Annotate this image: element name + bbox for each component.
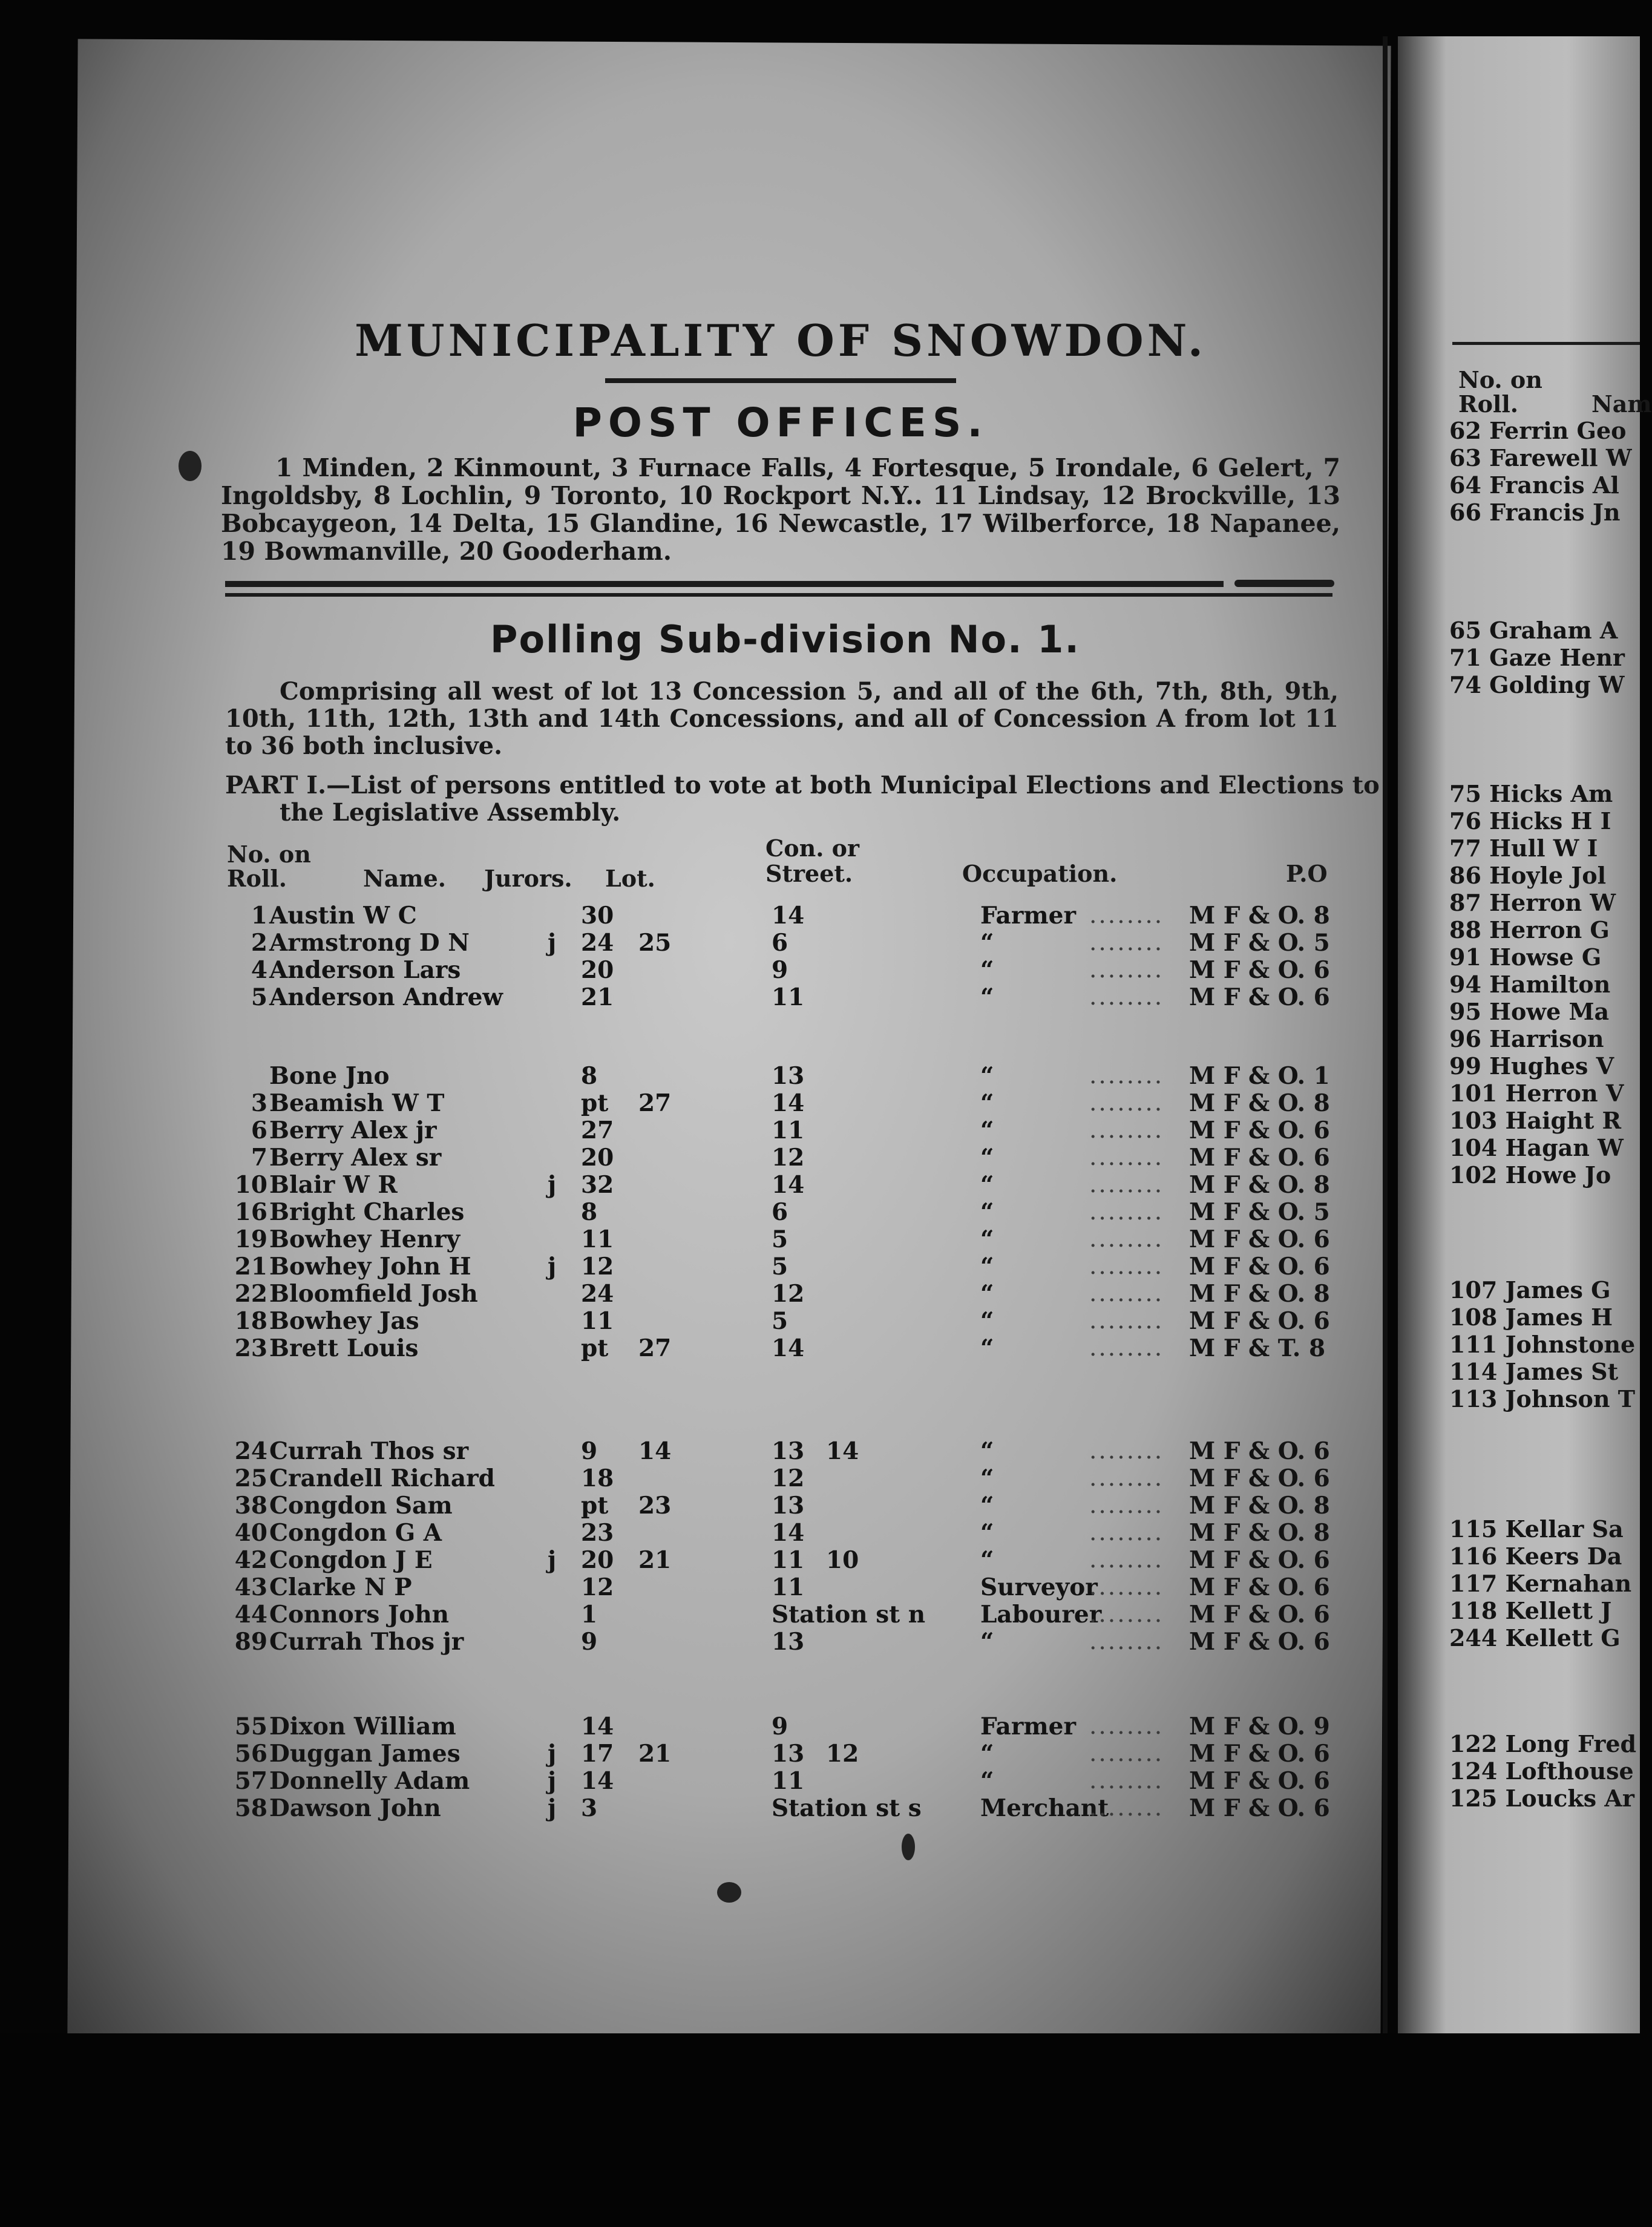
cell-jur: j (548, 1171, 557, 1199)
header-name: Name. (363, 865, 446, 892)
cell-con: 14 (772, 1089, 805, 1117)
leader-dots: ........ (1089, 1253, 1164, 1280)
cell-no: 25 (234, 1464, 267, 1492)
cell-no: 55 (234, 1713, 267, 1740)
cell-no: 19 (234, 1225, 267, 1253)
cell-lot: 12 (581, 1573, 614, 1601)
cell-lot: pt (581, 1089, 609, 1117)
cell-po: M F & O. 8 (1189, 1171, 1330, 1199)
post-offices-list: 1 Minden, 2 Kinmount, 3 Furnace Falls, 4 Fortesque, 5 Irondale, 6 Gelert, 7 Ingoldsby, 8 Lochlin, 9 Toronto, 10 Rockport N.Y.. 11 Lindsay, 12 Brockville, 13 Bobcaygeon, 14 Delta, 15 Glandine, 16 Newcastle, 17 Wilberforce, 18 Napanee, 19 Bowmanville, 20 Gooderham. (221, 453, 1340, 566)
cell-lot2: 23 (638, 1492, 672, 1520)
cell-occ: Labourer (980, 1601, 1102, 1628)
header-con-or: Con. or (765, 835, 860, 862)
header-no-on: No. on (227, 841, 311, 868)
cell-con: 14 (772, 1171, 805, 1199)
cell-con: 13 (772, 1437, 805, 1465)
cell-lot: 9 (581, 1437, 598, 1465)
leader-dots: ........ (1089, 956, 1164, 983)
cell-no: 2 (251, 929, 267, 957)
header-jurors: Jurors. (484, 865, 572, 892)
cell-con: 13 (772, 1628, 805, 1656)
cell-no: 38 (234, 1492, 267, 1520)
cell-con: 11 (772, 1546, 805, 1574)
cell-lot: 24 (581, 929, 614, 957)
leader-dots: ........ (1089, 1307, 1164, 1334)
leader-dots: ........ (1089, 1089, 1164, 1117)
post-offices-title: POST OFFICES. (572, 399, 989, 446)
scan-blot (902, 1834, 915, 1860)
cell-po: M F & O. 6 (1189, 1253, 1330, 1281)
cell-no: 43 (234, 1573, 267, 1601)
cell-jur: j (548, 1794, 557, 1822)
table-row (0, 1089, 1640, 1116)
leader-dots: ........ (1089, 1464, 1164, 1492)
cell-occ: “ (980, 1437, 994, 1465)
cell-name: Anderson Andrew (269, 983, 503, 1011)
adjacent-row: 96 Harrison (1449, 1025, 1604, 1052)
table-row (0, 1198, 1640, 1225)
cell-occ: “ (980, 1144, 994, 1172)
cell-po: M F & O. 6 (1189, 956, 1330, 984)
table-row (0, 1307, 1640, 1334)
table-row (0, 1713, 1640, 1739)
cell-name: Connors John (269, 1601, 450, 1628)
cell-lot: 18 (581, 1464, 614, 1492)
table-row (0, 929, 1640, 956)
leader-dots: ........ (1089, 1062, 1164, 1089)
adjacent-row: 111 Johnstone (1449, 1331, 1636, 1358)
table-row (0, 1253, 1640, 1279)
cell-occ: “ (980, 1628, 994, 1656)
cell-name: Currah Thos sr (269, 1437, 469, 1465)
cell-lot: 9 (581, 1628, 598, 1656)
table-row (0, 1437, 1640, 1464)
cell-lot2: 27 (638, 1334, 672, 1362)
cell-lot: 12 (581, 1253, 614, 1281)
cell-no: 4 (251, 956, 267, 984)
adjacent-row: 86 Hoyle Jol (1449, 862, 1607, 889)
leader-dots: ........ (1089, 1794, 1164, 1822)
cell-con: 14 (772, 1519, 805, 1547)
cell-lot: 8 (581, 1062, 598, 1090)
adjacent-row: 99 Hughes V (1449, 1052, 1614, 1080)
cell-lot: 14 (581, 1713, 614, 1740)
cell-no: 5 (251, 983, 267, 1011)
cell-po: M F & O. 6 (1189, 1117, 1330, 1144)
cell-con: 5 (772, 1253, 788, 1281)
table-row (0, 1767, 1640, 1794)
adjacent-row: 107 James G (1449, 1276, 1611, 1304)
cell-con: 12 (772, 1280, 805, 1308)
cell-occ: “ (980, 956, 994, 984)
cell-no: 10 (234, 1171, 267, 1199)
leader-dots: ........ (1089, 1117, 1164, 1144)
cell-po: M F & O. 1 (1189, 1062, 1330, 1090)
adjacent-row: 122 Long Fred (1449, 1730, 1637, 1757)
cell-occ: Merchant (980, 1794, 1109, 1822)
cell-no: 6 (251, 1117, 267, 1144)
leader-dots: ........ (1089, 1280, 1164, 1307)
adjacent-row: 125 Loucks Ar (1449, 1785, 1634, 1812)
cell-con2: 14 (826, 1437, 859, 1465)
cell-lot: 3 (581, 1794, 598, 1822)
cell-name: Blair W R (269, 1171, 398, 1199)
table-row (0, 1573, 1640, 1600)
cell-name: Clarke N P (269, 1573, 412, 1601)
cell-name: Bloomfield Josh (269, 1280, 478, 1308)
cell-no: 18 (234, 1307, 267, 1335)
cell-con: 11 (772, 1117, 805, 1144)
part-heading: PART I.—List of persons entitled to vote at both Municipal Elections and Elections to the Legislative Assembly. (225, 771, 1380, 827)
cell-name: Bowhey John H (269, 1253, 471, 1281)
cell-po: M F & O. 8 (1189, 1492, 1330, 1520)
table-row (0, 1225, 1640, 1252)
section-rule-thin (225, 593, 1332, 597)
cell-name: Berry Alex sr (269, 1144, 442, 1172)
cell-name: Dixon William (269, 1713, 456, 1740)
cell-con: 13 (772, 1740, 805, 1768)
cell-con: 9 (772, 956, 788, 984)
cell-occ: Farmer (980, 902, 1076, 930)
leader-dots: ........ (1089, 1334, 1164, 1362)
cell-lot: 20 (581, 1546, 614, 1574)
cell-occ: “ (980, 1307, 994, 1335)
adjacent-header-name: Nam (1591, 390, 1652, 418)
leader-dots: ........ (1089, 929, 1164, 956)
cell-no: 44 (234, 1601, 267, 1628)
cell-name: Duggan James (269, 1740, 461, 1768)
cell-no: 56 (234, 1740, 267, 1768)
cell-no: 3 (251, 1089, 267, 1117)
cell-po: M F & O. 6 (1189, 1144, 1330, 1172)
cell-lot: 8 (581, 1198, 598, 1226)
adjacent-row: 66 Francis Jn (1449, 499, 1621, 526)
cell-occ: “ (980, 1117, 994, 1144)
table-row (0, 1062, 1640, 1089)
cell-name: Bowhey Henry (269, 1225, 461, 1253)
cell-no: 42 (234, 1546, 267, 1574)
polling-subdivision-title: Polling Sub-division No. 1. (490, 617, 1080, 661)
table-row (0, 1519, 1640, 1546)
cell-lot: 23 (581, 1519, 614, 1547)
cell-no: 16 (234, 1198, 267, 1226)
cell-no: 24 (234, 1437, 267, 1465)
cell-con: 5 (772, 1307, 788, 1335)
adjacent-row: 87 Herron W (1449, 889, 1616, 916)
header-po: P.O (1286, 860, 1328, 887)
cell-con: 13 (772, 1062, 805, 1090)
table-row (0, 1117, 1640, 1143)
leader-dots: ........ (1089, 1601, 1164, 1628)
table-row (0, 1601, 1640, 1627)
subdivision-description: Comprising all west of lot 13 Concession 5, and all of the 6th, 7th, 8th, 9th, 10th, 11th, 12th, 13th and 14th Concessions, and all of Concession A from lot 11 to 36 both inclusive. (225, 677, 1339, 760)
table-row (0, 1464, 1640, 1491)
cell-name: Berry Alex jr (269, 1117, 437, 1144)
cell-con: 14 (772, 902, 805, 930)
adjacent-rule (1452, 342, 1640, 345)
cell-no: 7 (251, 1144, 267, 1172)
cell-no: 1 (251, 902, 267, 930)
cell-po: M F & O. 6 (1189, 1628, 1330, 1656)
cell-no: 23 (234, 1334, 267, 1362)
cell-name: Bowhey Jas (269, 1307, 419, 1335)
leader-dots: ........ (1089, 1713, 1164, 1740)
cell-occ: “ (980, 1089, 994, 1117)
cell-name: Congdon G A (269, 1519, 442, 1547)
adjacent-row: 124 Lofthouse (1449, 1757, 1634, 1785)
table-row (0, 1794, 1640, 1821)
leader-dots: ........ (1089, 1198, 1164, 1225)
table-row (0, 1740, 1640, 1766)
cell-lot: 24 (581, 1280, 614, 1308)
cell-occ: “ (980, 983, 994, 1011)
table-row (0, 1280, 1640, 1307)
leader-dots: ........ (1089, 1573, 1164, 1601)
cell-occ: “ (980, 1198, 994, 1226)
table-row (0, 1144, 1640, 1170)
cell-occ: Farmer (980, 1713, 1076, 1740)
cell-lot: pt (581, 1492, 609, 1520)
cell-lot: 17 (581, 1740, 614, 1768)
adjacent-row: 102 Howe Jo (1449, 1161, 1611, 1189)
header-occupation: Occupation. (962, 860, 1118, 887)
cell-con: 14 (772, 1334, 805, 1362)
cell-occ: “ (980, 929, 994, 957)
adjacent-row: 116 Keers Da (1449, 1543, 1622, 1570)
cell-occ: “ (980, 1740, 994, 1768)
cell-po: M F & O. 6 (1189, 1464, 1330, 1492)
cell-con: 5 (772, 1225, 788, 1253)
table-row (0, 1171, 1640, 1198)
cell-occ: “ (980, 1464, 994, 1492)
cell-name: Dawson John (269, 1794, 441, 1822)
adjacent-row: 103 Haight R (1449, 1107, 1622, 1134)
cell-po: M F & O. 6 (1189, 1601, 1330, 1628)
section-rule-end (1234, 580, 1334, 587)
cell-con: 6 (772, 1198, 788, 1226)
cell-name: Brett Louis (269, 1334, 419, 1362)
leader-dots: ........ (1089, 902, 1164, 929)
cell-po: M F & O. 8 (1189, 1280, 1330, 1308)
cell-occ: “ (980, 1334, 994, 1362)
cell-con: 11 (772, 1573, 805, 1601)
cell-occ: “ (980, 1492, 994, 1520)
cell-con2: 10 (826, 1546, 859, 1574)
cell-po: M F & T. 8 (1189, 1334, 1326, 1362)
table-row (0, 1628, 1640, 1655)
cell-name: Bone Jno (269, 1062, 390, 1090)
scan-border (0, 2033, 1640, 2227)
cell-name: Currah Thos jr (269, 1628, 464, 1656)
cell-po: M F & O. 8 (1189, 902, 1330, 930)
adjacent-row: 101 Herron V (1449, 1080, 1624, 1107)
adjacent-row: 94 Hamilton (1449, 971, 1611, 998)
leader-dots: ........ (1089, 1492, 1164, 1519)
adjacent-row: 77 Hull W I (1449, 835, 1598, 862)
cell-no: 58 (234, 1794, 267, 1822)
cell-occ: “ (980, 1225, 994, 1253)
cell-occ: “ (980, 1519, 994, 1547)
cell-con: Station st n (772, 1601, 926, 1628)
leader-dots: ........ (1089, 1628, 1164, 1655)
cell-jur: j (548, 1767, 557, 1795)
table-row (0, 902, 1640, 928)
cell-po: M F & O. 6 (1189, 1573, 1330, 1601)
scan-blot (179, 451, 202, 481)
adjacent-row: 65 Graham A (1449, 617, 1618, 644)
cell-con: 9 (772, 1713, 788, 1740)
adjacent-row: 76 Hicks H I (1449, 807, 1611, 835)
leader-dots: ........ (1089, 1144, 1164, 1171)
header-street: Street. (765, 860, 853, 887)
cell-con: 11 (772, 1767, 805, 1795)
cell-name: Armstrong D N (269, 929, 470, 957)
cell-con: 12 (772, 1464, 805, 1492)
cell-occ: Surveyor (980, 1573, 1098, 1601)
table-row (0, 1546, 1640, 1573)
adjacent-row: 244 Kellett G (1449, 1624, 1621, 1651)
leader-dots: ........ (1089, 1437, 1164, 1464)
leader-dots: ........ (1089, 1740, 1164, 1767)
cell-jur: j (548, 929, 557, 957)
table-row (0, 983, 1640, 1010)
cell-po: M F & O. 6 (1189, 1740, 1330, 1768)
adjacent-row: 71 Gaze Henr (1449, 644, 1625, 671)
title-rule (605, 378, 956, 383)
cell-po: M F & O. 5 (1189, 929, 1330, 957)
leader-dots: ........ (1089, 1225, 1164, 1253)
cell-lot: 27 (581, 1117, 614, 1144)
cell-lot: 21 (581, 983, 614, 1011)
cell-lot2: 25 (638, 929, 672, 957)
cell-occ: “ (980, 1062, 994, 1090)
adjacent-row: 75 Hicks Am (1449, 780, 1613, 807)
cell-po: M F & O. 6 (1189, 1225, 1330, 1253)
cell-occ: “ (980, 1767, 994, 1795)
cell-no: 57 (234, 1767, 267, 1795)
municipality-title: MUNICIPALITY OF SNOWDON. (355, 315, 1207, 366)
section-rule (225, 581, 1224, 587)
cell-lot: 30 (581, 902, 614, 930)
cell-lot: 14 (581, 1767, 614, 1795)
scan-blot (717, 1882, 741, 1903)
cell-no: 21 (234, 1253, 267, 1281)
cell-name: Austin W C (269, 902, 417, 930)
cell-lot: 32 (581, 1171, 614, 1199)
cell-name: Beamish W T (269, 1089, 445, 1117)
cell-name: Crandell Richard (269, 1464, 495, 1492)
adjacent-row: 95 Howe Ma (1449, 998, 1610, 1025)
adjacent-row: 64 Francis Al (1449, 471, 1619, 499)
cell-name: Congdon J E (269, 1546, 433, 1574)
adjacent-header-no: No. on (1458, 366, 1542, 393)
cell-jur: j (548, 1740, 557, 1768)
cell-lot: 20 (581, 956, 614, 984)
cell-no: 40 (234, 1519, 267, 1547)
table-row (0, 956, 1640, 983)
cell-po: M F & O. 6 (1189, 983, 1330, 1011)
cell-po: M F & O. 6 (1189, 1307, 1330, 1335)
cell-lot: pt (581, 1334, 609, 1362)
leader-dots: ........ (1089, 1767, 1164, 1794)
cell-po: M F & O. 9 (1189, 1713, 1330, 1740)
cell-occ: “ (980, 1253, 994, 1281)
cell-name: Congdon Sam (269, 1492, 453, 1520)
adjacent-row: 114 James St (1449, 1358, 1619, 1385)
adjacent-row: 115 Kellar Sa (1449, 1515, 1624, 1543)
cell-con: 13 (772, 1492, 805, 1520)
cell-con: 12 (772, 1144, 805, 1172)
adjacent-row: 74 Golding W (1449, 671, 1625, 698)
table-row (0, 1492, 1640, 1518)
leader-dots: ........ (1089, 1171, 1164, 1198)
cell-lot2: 14 (638, 1437, 672, 1465)
adjacent-row: 91 Howse G (1449, 943, 1602, 971)
cell-no: 22 (234, 1280, 267, 1308)
cell-po: M F & O. 6 (1189, 1767, 1330, 1795)
adjacent-row: 118 Kellett J (1449, 1597, 1612, 1624)
cell-po: M F & O. 6 (1189, 1437, 1330, 1465)
cell-con2: 12 (826, 1740, 859, 1768)
cell-lot2: 21 (638, 1546, 672, 1574)
cell-lot: 20 (581, 1144, 614, 1172)
header-roll: Roll. (227, 865, 287, 892)
adjacent-row: 113 Johnson T (1449, 1385, 1636, 1412)
cell-occ: “ (980, 1171, 994, 1199)
cell-lot: 1 (581, 1601, 598, 1628)
cell-occ: “ (980, 1280, 994, 1308)
cell-jur: j (548, 1253, 557, 1281)
adjacent-row: 108 James H (1449, 1304, 1613, 1331)
adjacent-row: 63 Farewell W (1449, 444, 1632, 471)
cell-po: M F & O. 6 (1189, 1546, 1330, 1574)
cell-no: 89 (234, 1628, 267, 1656)
adjacent-row: 117 Kernahan (1449, 1570, 1632, 1597)
cell-po: M F & O. 6 (1189, 1794, 1330, 1822)
leader-dots: ........ (1089, 1546, 1164, 1573)
cell-name: Donnelly Adam (269, 1767, 470, 1795)
cell-con: Station st s (772, 1794, 922, 1822)
cell-lot2: 27 (638, 1089, 672, 1117)
cell-lot: 11 (581, 1307, 614, 1335)
cell-con: 6 (772, 929, 788, 957)
adjacent-row: 62 Ferrin Geo (1449, 417, 1627, 444)
cell-lot2: 21 (638, 1740, 672, 1768)
adjacent-row: 104 Hagan W (1449, 1134, 1624, 1161)
cell-po: M F & O. 5 (1189, 1198, 1330, 1226)
cell-name: Bright Charles (269, 1198, 465, 1226)
adjacent-header-roll: Roll. (1458, 390, 1519, 418)
cell-lot: 11 (581, 1225, 614, 1253)
cell-occ: “ (980, 1546, 994, 1574)
cell-po: M F & O. 8 (1189, 1519, 1330, 1547)
cell-jur: j (548, 1546, 557, 1574)
cell-con: 11 (772, 983, 805, 1011)
cell-po: M F & O. 8 (1189, 1089, 1330, 1117)
leader-dots: ........ (1089, 983, 1164, 1011)
table-row (0, 1334, 1640, 1361)
leader-dots: ........ (1089, 1519, 1164, 1546)
cell-name: Anderson Lars (269, 956, 461, 984)
header-lot: Lot. (605, 865, 655, 892)
adjacent-row: 88 Herron G (1449, 916, 1610, 943)
